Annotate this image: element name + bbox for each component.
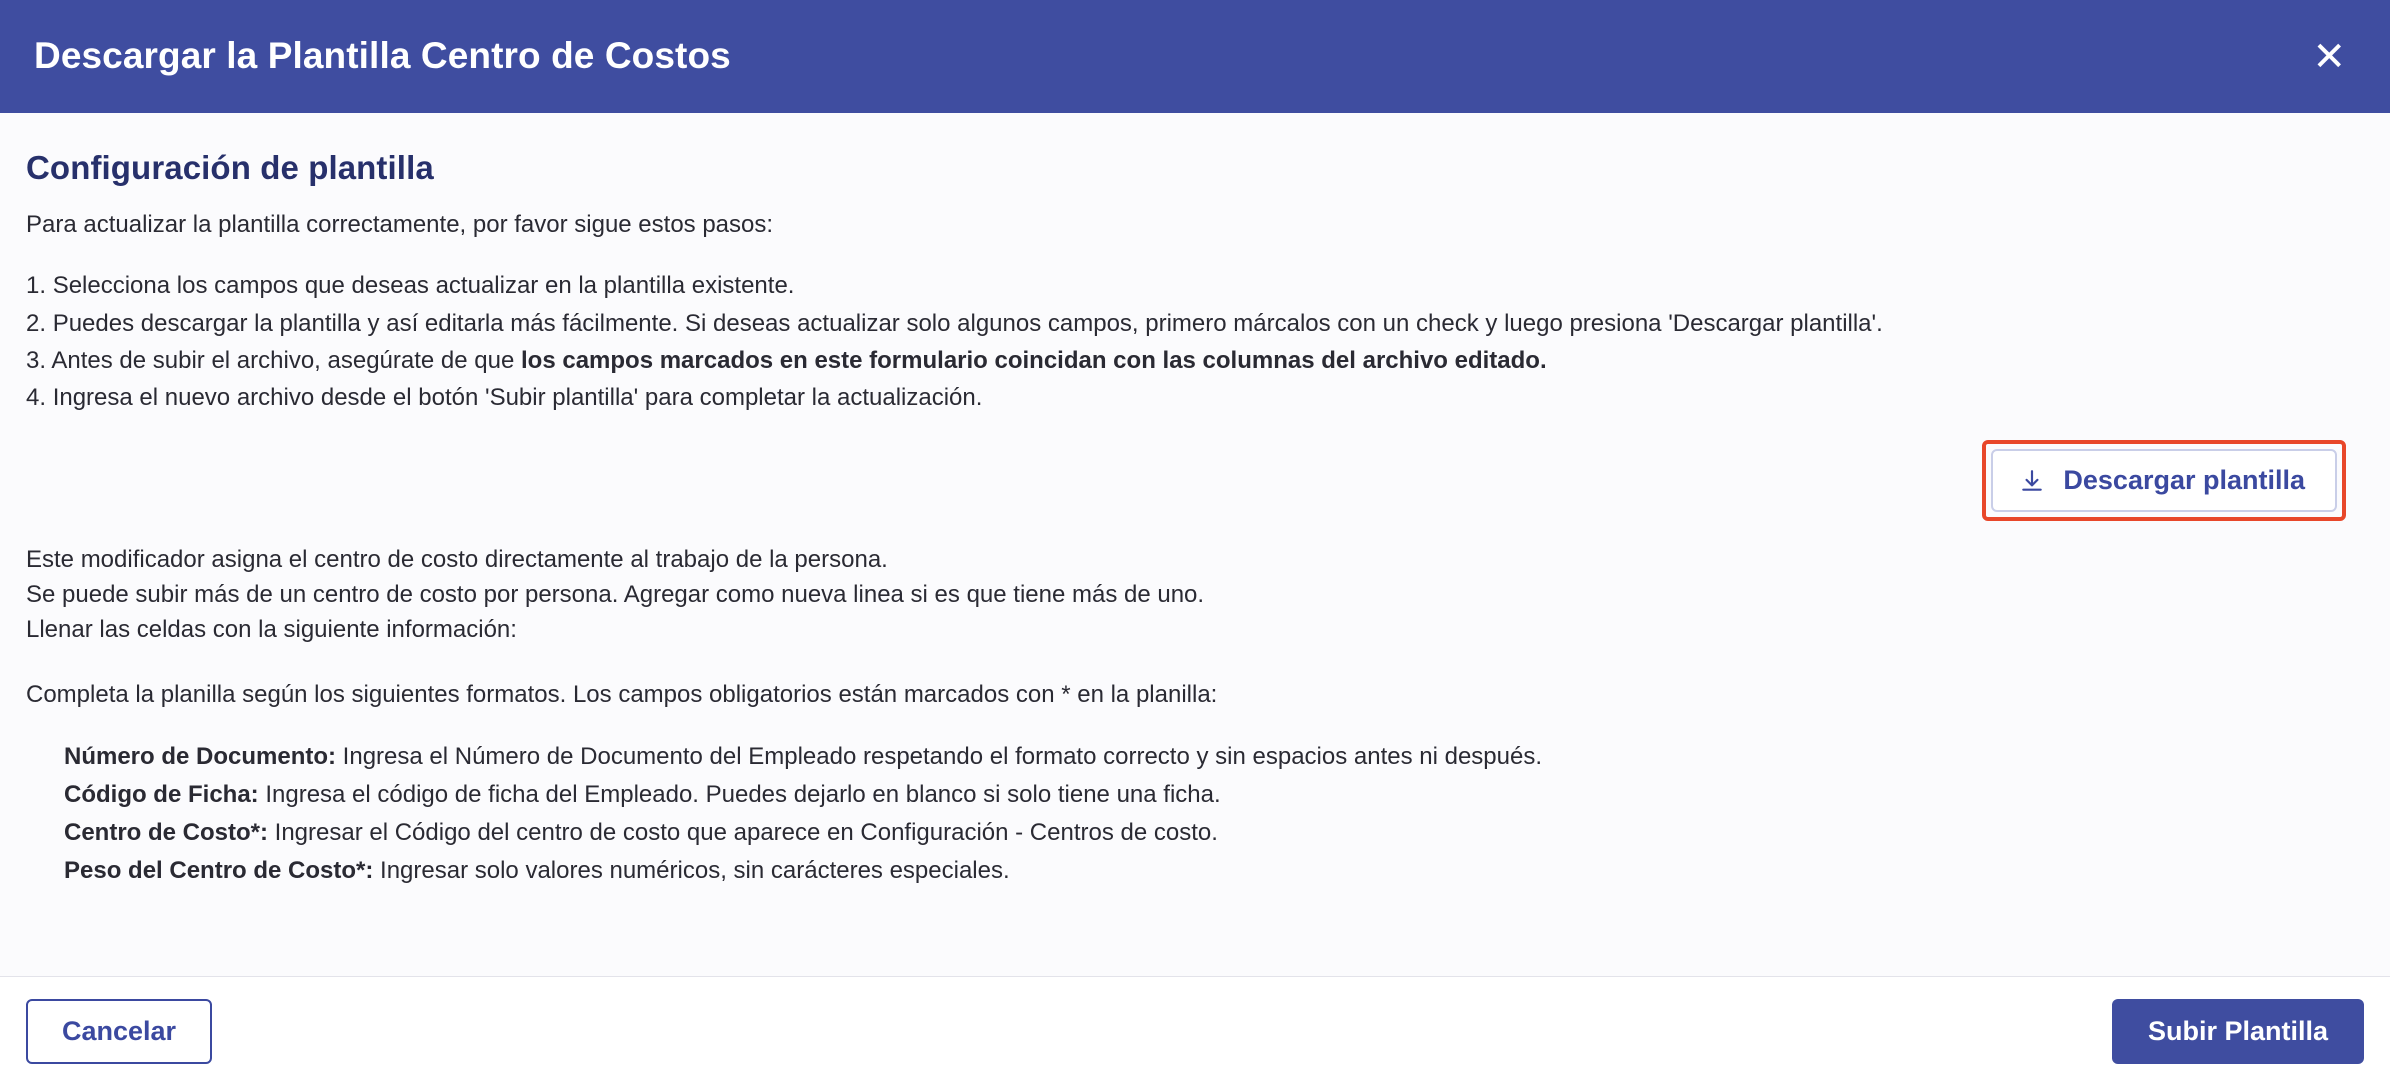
field-label: Peso del Centro de Costo*: bbox=[64, 857, 374, 885]
step-number: 2. bbox=[26, 309, 47, 337]
step-text: Antes de subir el archivo, asegúrate de que bbox=[51, 346, 521, 374]
close-icon[interactable]: ✕ bbox=[2304, 33, 2354, 81]
download-template-button[interactable] bbox=[1991, 449, 2337, 512]
list-item bbox=[64, 814, 2356, 852]
step-number: 4. bbox=[26, 383, 47, 411]
field-description: Ingresar el Código del centro de costo que aparece en Configuración - Centros de costo. bbox=[268, 819, 1218, 847]
step-text: Selecciona los campos que deseas actualizar en la plantilla existente. bbox=[52, 272, 795, 300]
steps-list bbox=[26, 267, 2356, 416]
intro-text: Para actualizar la plantilla correctamente, por favor sigue estos pasos: bbox=[26, 211, 774, 238]
step-item bbox=[26, 305, 2356, 342]
section-title: Configuración de plantilla bbox=[26, 149, 434, 186]
modal-header bbox=[0, 0, 2390, 113]
step-item bbox=[26, 379, 2356, 416]
modal-footer bbox=[0, 976, 2390, 1086]
description-block bbox=[26, 543, 2356, 647]
step-text: Puedes descargar la plantilla y así editarla más fácilmente. Si deseas actualizar solo algunos campos, primero márcalos con un check y luego presiona 'Descargar plantilla'. bbox=[52, 309, 1883, 337]
modal-body bbox=[0, 113, 2390, 976]
step-number: 3. bbox=[26, 346, 47, 374]
formats-line: Completa la planilla según los siguientes formatos. Los campos obligatorios están marcados con * en la planilla: bbox=[26, 680, 1218, 708]
step-number: 1. bbox=[26, 272, 47, 300]
description-line: Se puede subir más de un centro de costo por persona. Agregar como nueva linea si es que tiene más de uno. bbox=[26, 580, 1205, 608]
field-description: Ingresa el Número de Documento del Empleado respetando el formato correcto y sin espacios antes ni después. bbox=[336, 743, 1543, 771]
list-item bbox=[64, 738, 2356, 776]
download-button-label: Descargar plantilla bbox=[2063, 465, 2305, 496]
field-description: Ingresar solo valores numéricos, sin carácteres especiales. bbox=[373, 857, 1010, 885]
field-description: Ingresa el código de ficha del Empleado. Puedes dejarlo en blanco si solo tiene una ficha. bbox=[258, 781, 1221, 809]
step-item bbox=[26, 342, 2356, 379]
step-item bbox=[26, 267, 2356, 304]
download-highlight-box bbox=[1982, 440, 2346, 521]
spacer bbox=[26, 648, 2356, 678]
download-row bbox=[26, 440, 2356, 521]
description-line: Llenar las celdas con la siguiente información: bbox=[26, 615, 517, 643]
cancel-button[interactable]: Cancelar bbox=[26, 999, 212, 1064]
field-list bbox=[26, 738, 2356, 890]
modal-title: Descargar la Plantilla Centro de Costos bbox=[34, 35, 731, 77]
field-label: Centro de Costo*: bbox=[64, 819, 268, 847]
description-line: Este modificador asigna el centro de costo directamente al trabajo de la persona. bbox=[26, 546, 888, 574]
list-item bbox=[64, 852, 2356, 890]
step-text-bold: los campos marcados en este formulario coincidan con las columnas del archivo editado. bbox=[521, 346, 1547, 374]
upload-template-button[interactable]: Subir Plantilla bbox=[2112, 999, 2364, 1064]
field-label: Código de Ficha: bbox=[64, 781, 259, 809]
list-item bbox=[64, 776, 2356, 814]
step-text: Ingresa el nuevo archivo desde el botón 'Subir plantilla' para completar la actualización. bbox=[52, 383, 983, 411]
download-icon bbox=[2019, 468, 2045, 494]
field-label: Número de Documento: bbox=[64, 743, 337, 771]
